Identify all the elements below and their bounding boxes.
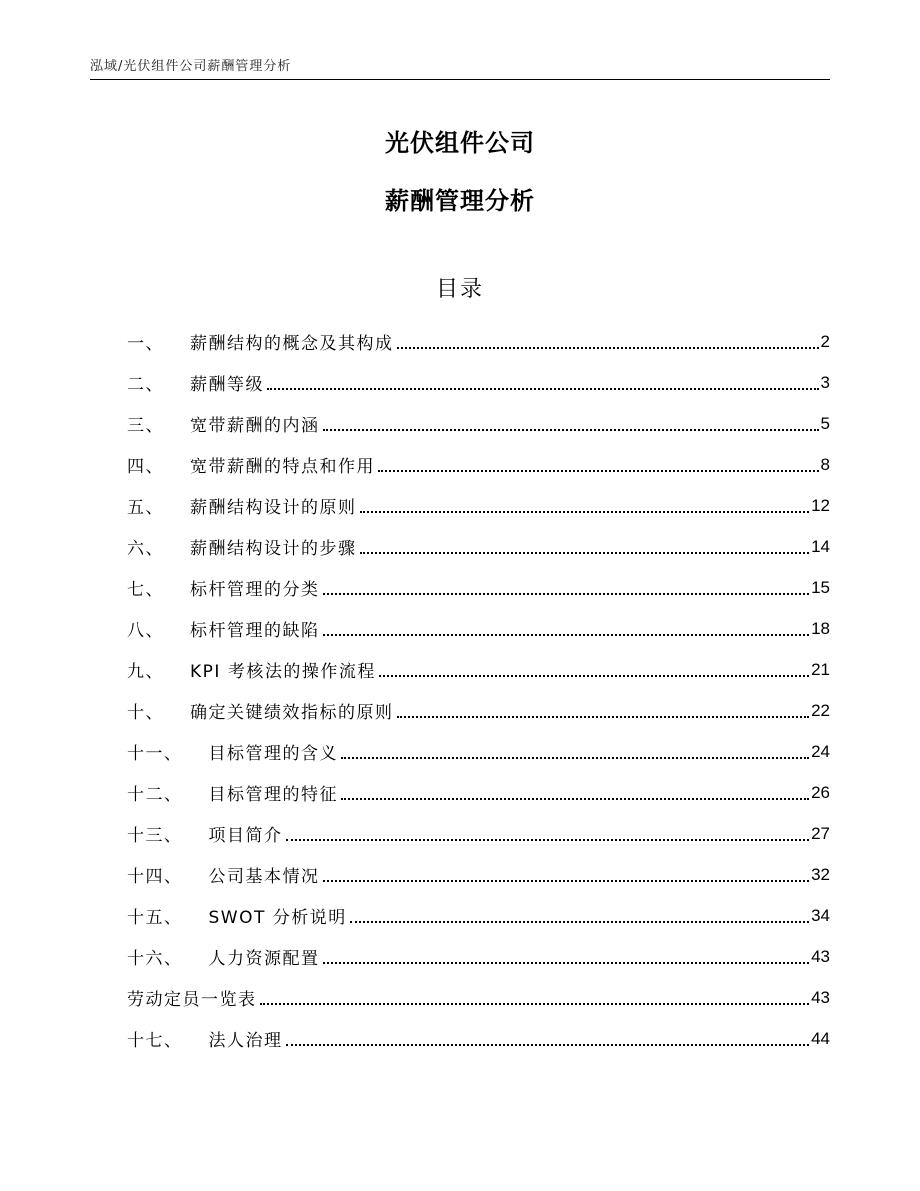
document-title: 光伏组件公司: [385, 129, 535, 157]
toc-entry-title: 目标管理的含义: [208, 744, 338, 764]
toc-entry-page: 2: [820, 331, 830, 351]
toc-entry-number: 九、: [127, 662, 164, 682]
toc-entry-number: 十四、: [127, 867, 183, 887]
toc-dot-leader: [397, 716, 810, 718]
toc-dot-leader: [260, 1003, 810, 1005]
toc-entry[interactable]: [127, 731, 830, 772]
toc-entry-number: 八、: [127, 621, 164, 641]
toc-dot-leader: [350, 921, 809, 923]
toc-entry-title: 公司基本情况: [208, 867, 320, 887]
toc-entry-number: 六、: [127, 539, 164, 559]
toc-entry-number: 四、: [127, 457, 164, 477]
toc-entry-page: 43: [811, 987, 830, 1007]
toc-dot-leader: [267, 388, 819, 390]
toc-dot-leader: [286, 839, 810, 841]
document-subtitle: 薪酬管理分析: [385, 187, 535, 215]
toc-entry-title: 人力资源配置: [208, 949, 320, 969]
page-header: [90, 51, 830, 80]
toc-entry-title: 宽带薪酬的内涵: [190, 416, 320, 436]
toc-entry[interactable]: [127, 526, 830, 567]
toc-entry[interactable]: [127, 567, 830, 608]
toc-entry-title: 宽带薪酬的特点和作用: [190, 457, 375, 477]
toc-entry-label: [127, 411, 320, 436]
toc-entry[interactable]: [127, 1018, 830, 1059]
toc-entry-page: 27: [811, 823, 830, 843]
toc-entry-number: 十七、: [127, 1031, 183, 1051]
toc-entry[interactable]: [127, 649, 830, 690]
toc-entry-number: 三、: [127, 416, 164, 436]
toc-entry-label: [127, 1026, 283, 1051]
toc-dot-leader: [360, 552, 810, 554]
toc-entry-label: [127, 821, 283, 846]
toc-entry-number: 十二、: [127, 785, 183, 805]
toc-entry-label: [127, 616, 320, 641]
toc-entry-label: [127, 493, 357, 518]
toc-entry-title: 薪酬结构的概念及其构成: [190, 334, 394, 354]
toc-entry-number: 十六、: [127, 949, 183, 969]
toc-entry-number: 十、: [127, 703, 164, 723]
toc-entry[interactable]: [127, 895, 830, 936]
toc-entry-page: 14: [811, 536, 830, 556]
toc-entry[interactable]: [127, 977, 830, 1018]
toc-entry-title: KPI 考核法的操作流程: [190, 662, 376, 682]
toc-dot-leader: [323, 634, 810, 636]
toc-entry-page: 18: [811, 618, 830, 638]
toc-entry[interactable]: [127, 690, 830, 731]
toc-entry-title: 薪酬等级: [190, 375, 264, 395]
toc-dot-leader: [341, 757, 809, 759]
toc-dot-leader: [286, 1044, 810, 1046]
toc-entry[interactable]: [127, 936, 830, 977]
toc-entry-label: [127, 903, 347, 928]
toc-dot-leader: [323, 880, 810, 882]
toc-entry-title: 薪酬结构设计的原则: [190, 498, 357, 518]
toc-entry-label: [127, 944, 320, 969]
toc-entry-page: 21: [811, 659, 830, 679]
toc-entry-title: 劳动定员一览表: [127, 990, 257, 1010]
table-of-contents: [127, 321, 830, 1059]
toc-entry-title: 项目简介: [208, 826, 283, 846]
toc-entry[interactable]: [127, 813, 830, 854]
toc-entry-label: [127, 985, 257, 1010]
toc-entry-number: 五、: [127, 498, 164, 518]
toc-entry[interactable]: [127, 321, 830, 362]
toc-entry-number: 一、: [127, 334, 164, 354]
toc-entry-label: [127, 452, 375, 477]
toc-entry-page: 22: [811, 700, 830, 720]
toc-dot-leader: [323, 593, 810, 595]
toc-entry-title: 确定关键绩效指标的原则: [190, 703, 394, 723]
toc-entry-title: 法人治理: [208, 1031, 283, 1051]
toc-entry[interactable]: [127, 854, 830, 895]
toc-entry-number: 二、: [127, 375, 164, 395]
toc-dot-leader: [323, 962, 810, 964]
toc-entry-page: 3: [820, 372, 830, 392]
toc-entry-label: [127, 329, 394, 354]
toc-entry-label: [127, 370, 264, 395]
toc-entry-label: [127, 698, 394, 723]
toc-entry-label: [127, 780, 338, 805]
toc-entry-label: [127, 739, 338, 764]
toc-entry-number: 十五、: [127, 908, 183, 928]
toc-entry-page: 24: [811, 741, 830, 761]
toc-entry-title: 标杆管理的缺陷: [190, 621, 320, 641]
toc-dot-leader: [378, 470, 819, 472]
toc-entry-title: 薪酬结构设计的步骤: [190, 539, 357, 559]
toc-dot-leader: [360, 511, 810, 513]
toc-entry-number: 十三、: [127, 826, 183, 846]
toc-entry[interactable]: [127, 485, 830, 526]
toc-entry-page: 8: [820, 454, 830, 474]
toc-entry-label: [127, 657, 376, 682]
toc-entry[interactable]: [127, 444, 830, 485]
toc-entry-label: [127, 575, 320, 600]
toc-dot-leader: [341, 798, 809, 800]
toc-entry-page: 44: [811, 1028, 830, 1048]
toc-entry-page: 43: [811, 946, 830, 966]
toc-heading: 目录: [435, 277, 484, 302]
toc-entry-page: 34: [811, 905, 830, 925]
toc-entry-label: [127, 862, 320, 887]
toc-dot-leader: [397, 347, 819, 349]
toc-entry-number: 十一、: [127, 744, 183, 764]
toc-entry-title: 目标管理的特征: [208, 785, 338, 805]
toc-dot-leader: [379, 675, 809, 677]
toc-entry-page: 26: [811, 782, 830, 802]
toc-entry[interactable]: [127, 608, 830, 649]
toc-entry-page: 15: [811, 577, 830, 597]
toc-dot-leader: [323, 429, 819, 431]
toc-entry-number: 七、: [127, 580, 164, 600]
toc-entry-page: 12: [811, 495, 830, 515]
toc-entry[interactable]: [127, 362, 830, 403]
toc-entry-title: 标杆管理的分类: [190, 580, 320, 600]
toc-entry[interactable]: [127, 403, 830, 444]
toc-entry-label: [127, 534, 357, 559]
toc-entry-page: 5: [820, 413, 830, 433]
toc-entry[interactable]: [127, 772, 830, 813]
toc-entry-page: 32: [811, 864, 830, 884]
header-text: 泓域/光伏组件公司薪酬管理分析: [90, 59, 292, 74]
toc-entry-title: SWOT 分析说明: [208, 908, 347, 928]
